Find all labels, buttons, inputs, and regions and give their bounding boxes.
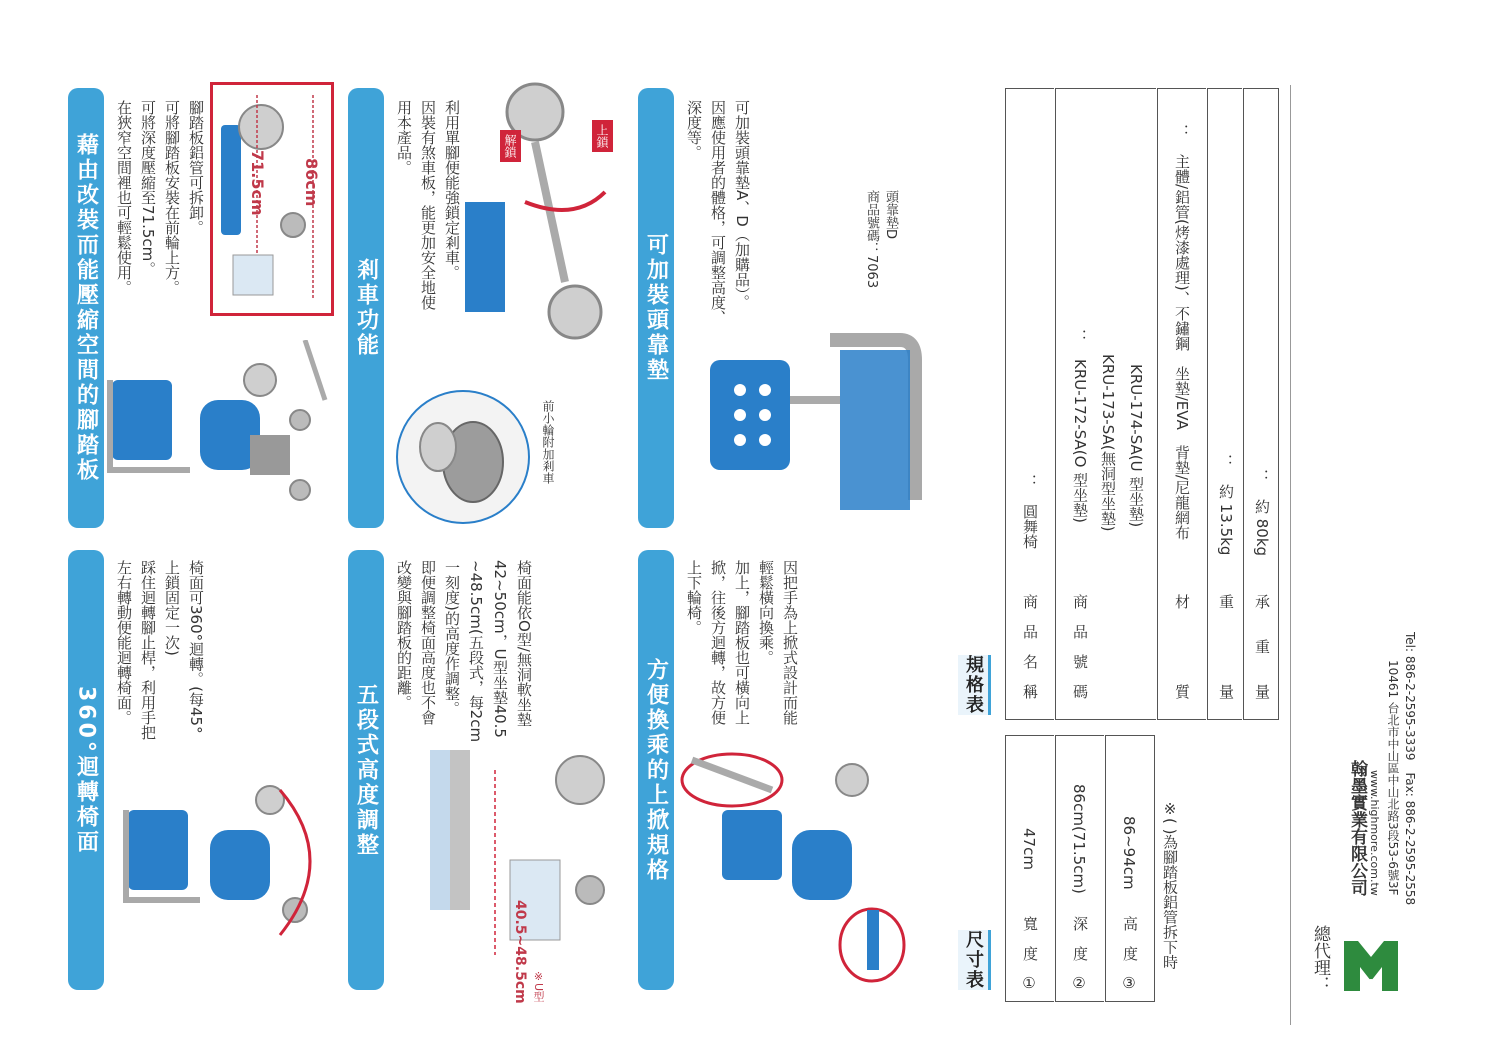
dim-71-label: 71.5cm — [248, 150, 267, 216]
spec-table — [1005, 88, 1277, 718]
section-title: 可加裝頭靠墊 — [643, 233, 669, 383]
company-address: 10461 台北市中山區中山北路3段53-6號3F — [1386, 660, 1400, 896]
company-website: www.highmore.com.tw — [1368, 770, 1381, 896]
footrest-description: 腳踏板鋁管可拆卸。 可將腳踏板安裝在前輪上方。 可將深度壓縮至71.5cm。 在狹窄空間裡也可輕鬆使用。 — [115, 100, 205, 295]
size-table-title: 尺寸表 — [958, 930, 991, 990]
spec-row-material: 材 質 ： 主體/鋁管(烤漆處理)、不鏽鋼 坐墊/EVA 背墊/尼龍網布 — [1157, 88, 1206, 720]
brake-caption: 前小輪附加剎車 — [541, 400, 555, 484]
lock-label: 上鎖 — [592, 120, 613, 152]
section-banner-rotate — [68, 550, 104, 990]
brake-description: 利用單腳便能強鎖定剎車。 因裝有煞車板，能更加安全地使 用本產品。 — [395, 100, 461, 310]
spec-row-name: 商 品 名 稱 ： 圓舞椅 — [1005, 88, 1054, 720]
spec-row-load: 承 重 量 ： 約 80kg — [1243, 88, 1279, 720]
rotate-chair-image — [100, 770, 340, 950]
transfer-description: 因把手為上掀式設計而能 輕鬆橫向換乘。 加上，腳踏板也可橫向上 掀，往後方迴轉，故方便 上下輪椅。 — [685, 560, 799, 725]
headrest-image — [680, 320, 925, 520]
height-range-label: 40.5~48.5cm — [512, 900, 528, 1004]
size-row-height: ③ 高 度 86~94cm — [1105, 735, 1155, 1002]
unlock-label: 解鎖 — [500, 130, 521, 162]
height-description: 椅面能依O型/無洞軟坐墊 42~50cm，U型坐墊40.5 ~48.5cm(五段式，每2cm 一刻度)的高度作調整。 即便調整椅面高度也不會 改變與腳踏板的距離。 — [395, 560, 533, 743]
footrest-chair-image — [100, 340, 340, 520]
size-table — [1005, 735, 1155, 1000]
size-row-depth: ② 深 度 86cm(71.5cm) — [1055, 735, 1104, 1002]
section-banner-height — [348, 550, 384, 990]
section-banner-headrest — [638, 88, 674, 528]
u-type-note: ※U型 — [532, 970, 545, 1003]
transfer-chair-image — [672, 740, 932, 990]
dim-86-label: 86cm — [302, 158, 321, 207]
spec-row-weight: 重 量 ： 約 13.5kg — [1207, 88, 1242, 720]
section-banner-footrest — [68, 88, 104, 528]
spec-row-code: 商 品 號 碼 ： KRU-172-SA(O 型坐墊) KRU-173-SA(無洞型坐墊) KRU-174-SA(U 型坐墊) — [1055, 88, 1156, 720]
size-table-note: ※( )為腳踏板鋁管拆下時 — [1161, 800, 1179, 970]
rotate-description: 椅面可360°迴轉。(每45° 上鎖固定一次) 踩住迴轉腳止桿，利用手把 左右轉動便能迴轉椅面。 — [115, 560, 205, 740]
section-title: 360°迴轉椅面 — [73, 685, 99, 855]
section-banner-brake — [348, 88, 384, 528]
company-logo — [1340, 935, 1402, 997]
section-title: 剎車功能 — [353, 258, 379, 358]
agent-label: 總代理： — [1310, 925, 1330, 993]
section-banner-transfer — [638, 550, 674, 990]
size-row-width: ① 寬 度 47cm — [1005, 735, 1054, 1002]
section-title: 藉由改裝而能壓縮空間的腳踏板 — [73, 133, 99, 483]
footer-divider — [1290, 85, 1291, 1025]
headrest-description: 可加裝頭靠墊A、D（加購品）。 因應使用者的體格，可調整高度、 深度等。 — [685, 100, 751, 325]
headrest-model: 頭靠墊D — [883, 190, 898, 240]
spec-table-title: 規格表 — [958, 655, 991, 715]
company-phone: Tel: 886-2-2595-3339 Fax: 886-2-2595-2558 — [1403, 632, 1417, 906]
headrest-caption — [862, 190, 900, 288]
section-title: 方便換乘的上掀規格 — [643, 657, 669, 883]
brake-detail-circle — [396, 390, 530, 524]
company-name: 翰墨實業有限公司 — [1347, 760, 1367, 896]
headrest-product-no: 商品號碼：7063 — [864, 190, 879, 289]
section-title: 五段式高度調整 — [353, 682, 379, 858]
